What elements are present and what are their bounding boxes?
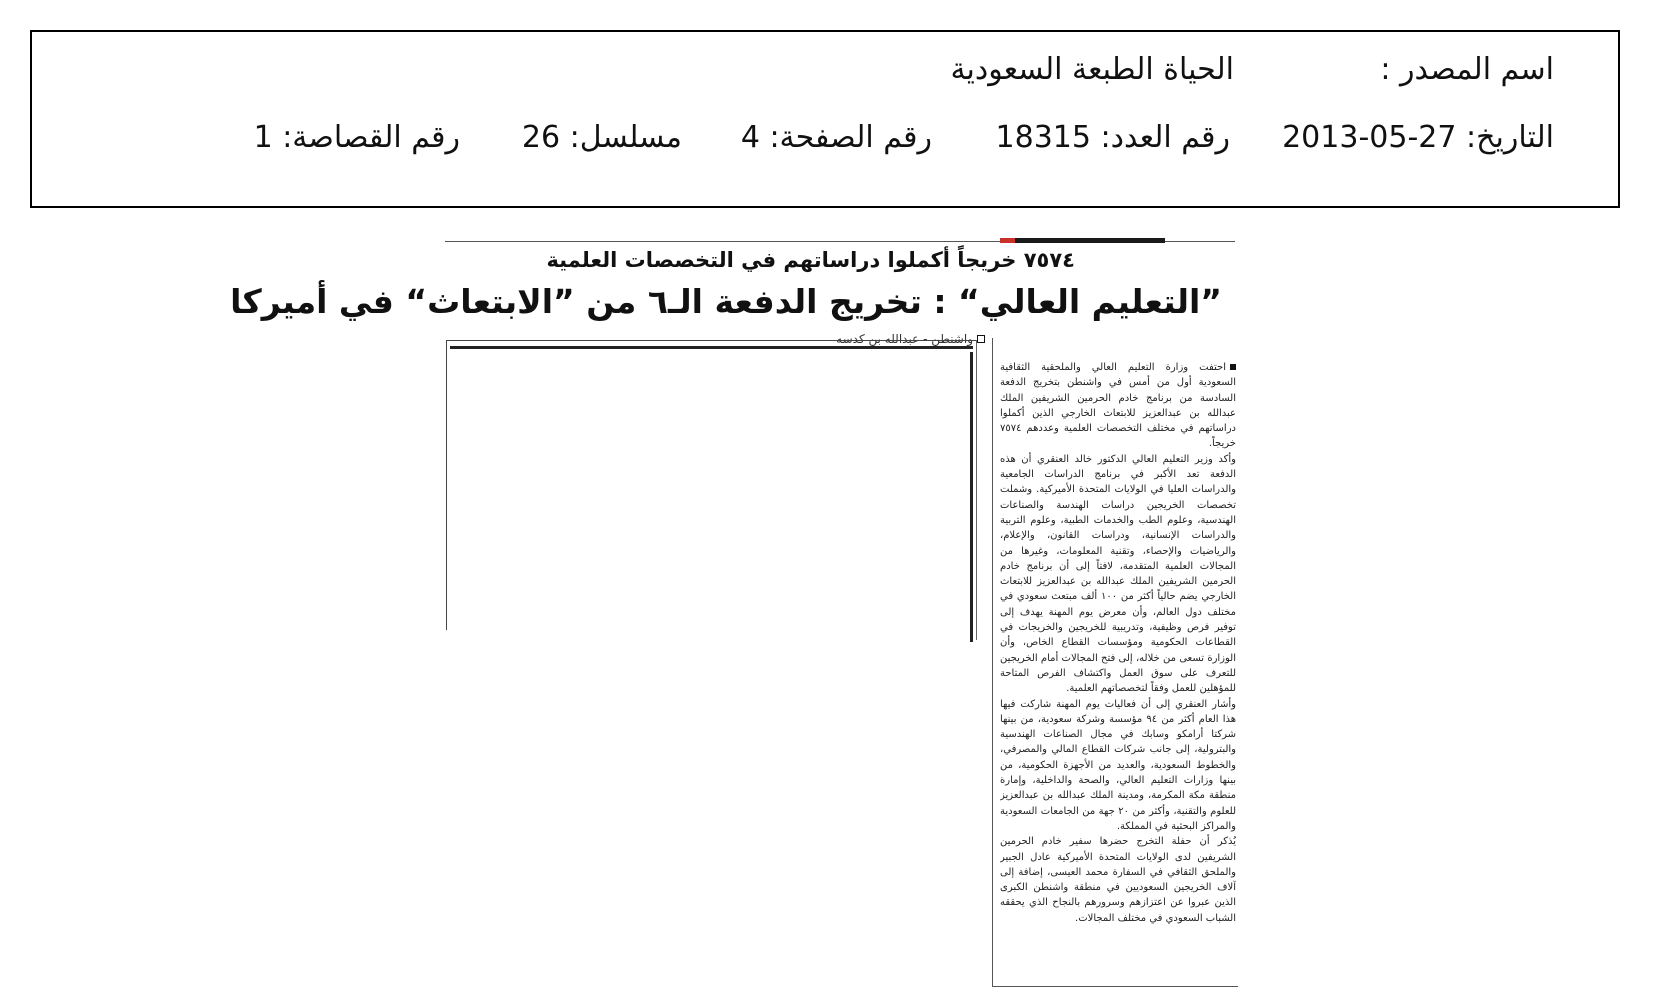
paragraph: وأشار العنقري إلى أن فعاليات يوم المهنة شاركت فيها هذا العام أكثر من ٩٤ مؤسسة وشركة سعودية، من بينها شركتا أرامكو وسابك في مجال الصناعات الهندسية والبترولية، إلى جانب شركات القطاع المالي والمصرفي، والخطوط السعودية، والعديد من الأجهزة الحكومية، من بينها وزارات التعليم العالي، والصحة والداخلية، وإمارة منطقة مكة المكرمة، ومدينة الملك عبدالله بن عبدالعزيز للعلوم والتقنية، وأكثر من ٢٠ جهة من الجامعات السعودية والمراكز البحثية في المملكة. [1000, 698, 1236, 832]
photo-placeholder-frame [446, 340, 976, 630]
accent-bar-red [1000, 238, 1015, 243]
clipping-info-box [30, 30, 1620, 208]
article-kicker: ٧٥٧٤ خريجاً أكملوا دراساتهم في التخصصات العلمية [546, 248, 1075, 272]
byline-text: واشنطن - عبدالله بن كدسه [836, 332, 973, 346]
photo-side-rule [976, 340, 977, 640]
byline-box-icon [977, 335, 985, 343]
article-body [1000, 360, 1236, 982]
paragraph: احتفت وزارة التعليم العالي والملحقية الثقافية السعودية أول من أمس في واشنطن بتخريج الدفعة السادسة من برنامج خادم الحرمين الشريفين الملك عبدالله بن عبدالعزيز للابتعاث الخارجي الذين أكملوا دراساتهم في مختلف التخصصات العلمية وعددهم ٧٥٧٤ خريجاً. [1000, 362, 1236, 450]
bullet-square-icon [1230, 364, 1236, 370]
source-value: الحياة الطبعة السعودية [950, 52, 1234, 87]
article-headline: ”التعليم العالي“ : تخريج الدفعة الـ٦ من ”الابتعاث“ في أميركا [230, 282, 1222, 321]
newspaper-clipping [230, 234, 1240, 994]
paragraph: وأكد وزير التعليم العالي الدكتور خالد العنقري أن هذه الدفعة تعد الأكبر في برنامج الدراسات الجامعية والدراسات العليا في الولايات المتحدة الأميركية. وشملت تخصصات الخريجين دراسات الهندسة والصناعات الهندسية، وعلوم الطب والخدمات الطبية، وعلوم التربية والدراسات الإنسانية، ودراسات القانون، والإعلام، والرياضيات والإحصاء، وتقنية المعلومات، وغيرها من المجالات العلمية المتقدمة، لافتاً إلى أن برنامج خادم الحرمين الشريفين الملك عبدالله بن عبدالعزيز للابتعاث الخارجي يضم حالياً أكثر من ١٠٠ ألف مبتعث سعودي في مختلف دول العالم، وأن معرض يوم المهنة يهدف إلى توفير فرص وظيفية، وتدريبية للخريجين والخريجات في القطاعات الحكومية ومؤسسات القطاع الخاص، وأن الوزارة تسعى من خلاله، إلى فتح المجالات أمام الخريجين للتعرف على سوق العمل واكتشاف الفرص المتاحة للمؤهلين للعمل وفقاً لتخصصاتهم العلمية. [1000, 453, 1236, 695]
issue-number: رقم العدد: 18315 [995, 120, 1230, 155]
accent-bar [1000, 238, 1165, 243]
page-number: رقم الصفحة: 4 [740, 120, 932, 155]
clip-number: رقم القصاصة: 1 [253, 120, 460, 155]
photo-inner-top-rule [450, 346, 973, 349]
source-label: اسم المصدر : [1380, 52, 1554, 87]
column-bottom-rule [992, 986, 1238, 987]
paragraph: يُذكر أن حفلة التخرج حضرها سفير خادم الحرمين الشريفين لدى الولايات المتحدة الأميركية عادل الجبير والملحق الثقافي في السفارة محمد العيسى، إضافة إلى آلاف الخريجين السعوديين في منطقة واشنطن الكبرى الذين عبروا عن اعتزازهم وسرورهم بالنجاح الذي يحققه الشباب السعودي في مختلف المجالات. [1000, 836, 1236, 924]
serial-number: مسلسل: 26 [521, 120, 682, 155]
photo-inner-side-rule [970, 352, 973, 642]
column-rule [992, 338, 993, 986]
date-field: التاريخ: 27-05-2013 [1282, 120, 1554, 155]
